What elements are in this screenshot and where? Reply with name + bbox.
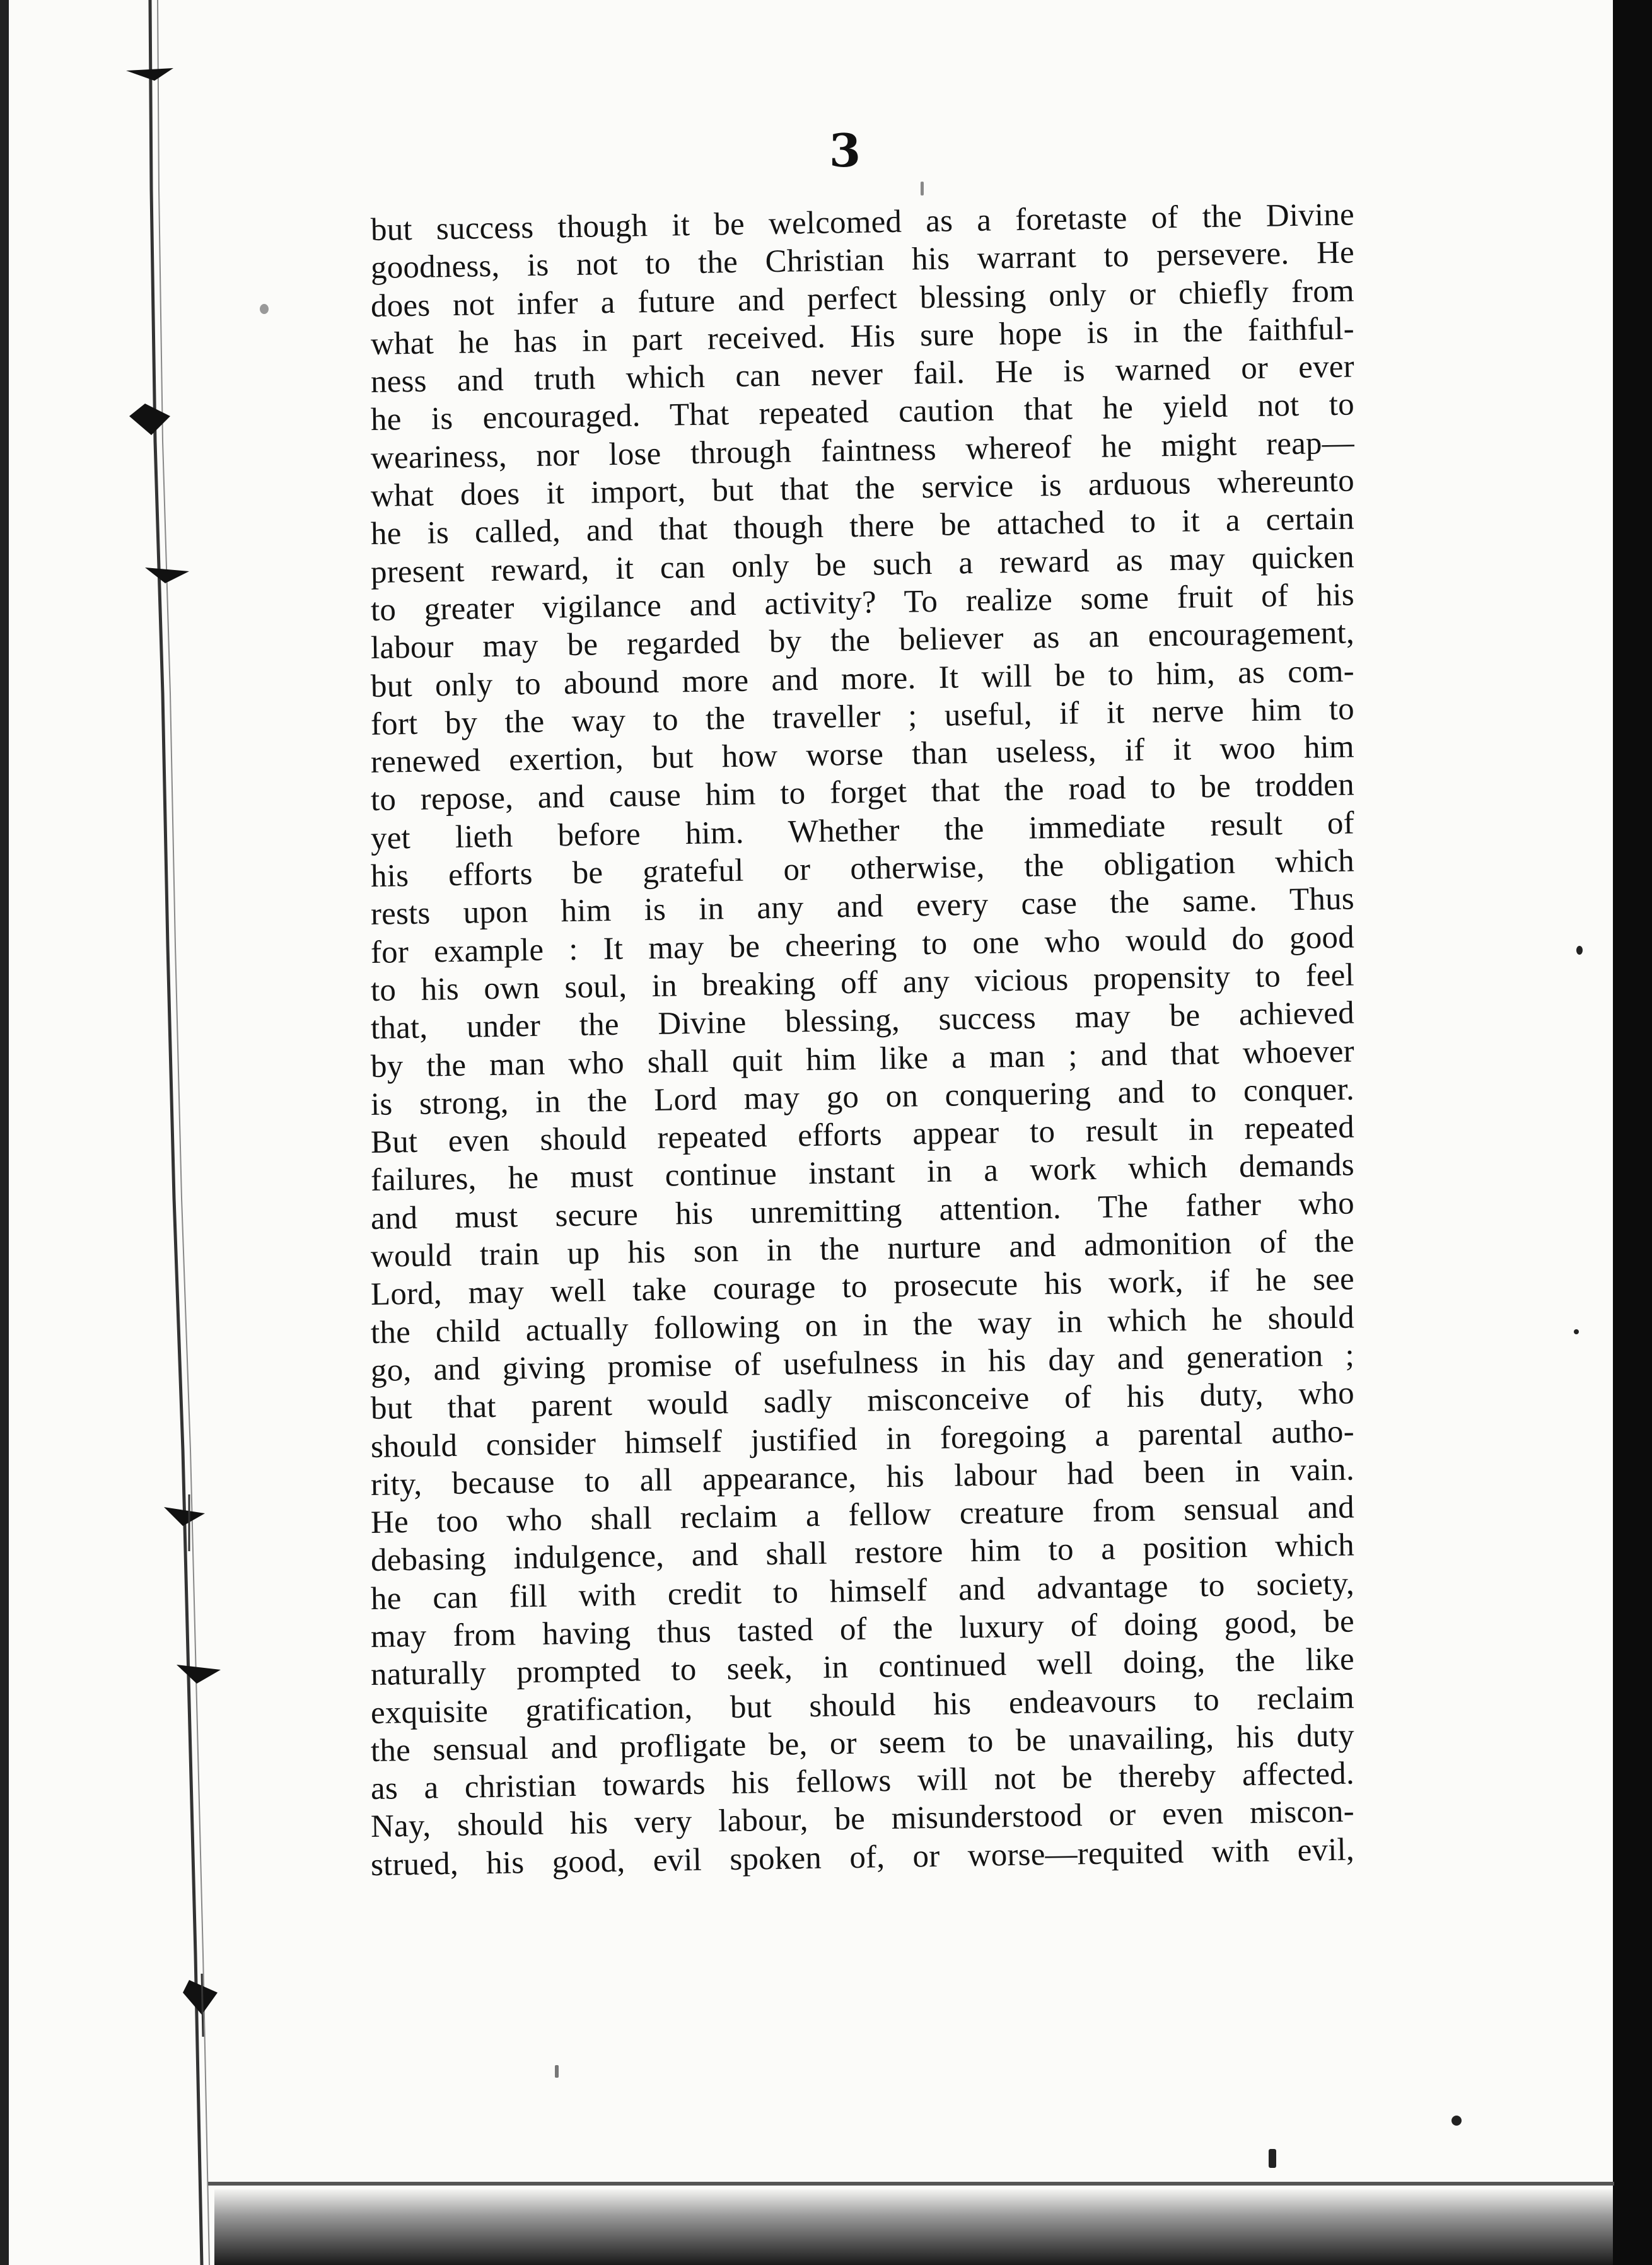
text-line: does not infer a future and perfect blessing only or chiefly from [370, 273, 1355, 324]
scan-speck [1576, 946, 1583, 955]
binding-margin [0, 0, 240, 2265]
text-line: but only to abound more and more. It will be to him, as com- [370, 653, 1355, 704]
text-line: go, and giving promise of usefulness in his day and generation ; [370, 1337, 1355, 1389]
text-line: for example : It may be cheering to one who would do good [370, 919, 1355, 970]
text-line: Lord, may well take courage to prosecute his work, if he see [370, 1261, 1355, 1313]
text-line: he can fill with credit to himself and advantage to society, [370, 1566, 1355, 1617]
text-line: ness and truth which can never fail. He is warned or ever [370, 349, 1355, 400]
text-line: debasing indulgence, and shall restore him to a position which [370, 1527, 1355, 1579]
text-line: goodness, is not to the Christian his warrant to persevere. He [370, 235, 1355, 286]
text-line: fort by the way to the traveller ; useful, if it nerve him to [370, 691, 1355, 742]
scan-speck [260, 304, 269, 314]
scan-right-edge [1613, 0, 1652, 2265]
binding-thread-decoration [0, 0, 240, 2265]
text-line: he is called, and that though there be attached to it a certain [370, 501, 1355, 552]
text-line: and must secure his unremitting attention. The father who [370, 1185, 1355, 1237]
text-line: weariness, nor lose through faintness whereof he might reap— [370, 425, 1355, 476]
text-line: the child actually following on in the way in which he should [370, 1300, 1355, 1351]
scan-bottom-shadow [214, 2189, 1613, 2265]
text-line: his efforts be grateful or otherwise, the obligation which [370, 843, 1355, 895]
text-line: naturally prompted to seek, in continued well doing, the like [370, 1641, 1355, 1693]
text-line: what he has in part received. His sure hope is in the faithful- [370, 311, 1355, 362]
text-line: failures, he must continue instant in a work which demands [370, 1147, 1355, 1199]
text-line: by the man who shall quit him like a man ; and that whoever [370, 1034, 1355, 1085]
scan-speck [1574, 1329, 1579, 1334]
text-line: But even should repeated efforts appear to result in repeated [370, 1109, 1355, 1161]
text-line: to repose, and cause him to forget that the road to be trodden [370, 767, 1355, 818]
body-text [370, 197, 1355, 1884]
text-line: is strong, in the Lord may go on conquering and to conquer. [370, 1071, 1355, 1122]
text-line: strued, his good, evil spoken of, or worse—requited with evil, [370, 1832, 1355, 1883]
text-line: would train up his son in the nurture and admonition of the [370, 1223, 1355, 1275]
text-line: should consider himself justified in foregoing a parental autho- [370, 1414, 1355, 1465]
text-line: he is encouraged. That repeated caution that he yield not to [370, 387, 1355, 438]
text-line: exquisite gratification, but should his endeavours to reclaim [370, 1680, 1355, 1731]
text-line: but success though it be welcomed as a foretaste of the Divine [370, 197, 1355, 248]
text-line: yet lieth before him. Whether the immediate result of [370, 805, 1355, 856]
scan-speck [555, 2065, 559, 2078]
text-line: present reward, it can only be such a reward as may quicken [370, 539, 1355, 590]
text-line: may from having thus tasted of the luxury of doing good, be [370, 1604, 1355, 1655]
text-line: He too who shall reclaim a fellow creature from sensual and [370, 1489, 1355, 1541]
scan-speck [1451, 2116, 1462, 2126]
page-number: 3 [829, 124, 861, 177]
text-line: to his own soul, in breaking off any vicious propensity to feel [370, 957, 1355, 1008]
text-line: rests upon him is in any and every case the same. Thus [370, 881, 1355, 933]
text-line: what does it import, but that the service is arduous whereunto [370, 463, 1355, 515]
text-line: Nay, should his very labour, be misunderstood or even miscon- [370, 1793, 1355, 1845]
scan-speck [1269, 2149, 1276, 2168]
text-line: labour may be regarded by the believer as an encouragement, [370, 615, 1355, 667]
text-line: rity, because to all appearance, his labour had been in vain. [370, 1452, 1355, 1503]
text-line: to greater vigilance and activity? To realize some fruit of his [370, 577, 1355, 628]
text-line: but that parent would sadly misconceive of his duty, who [370, 1375, 1355, 1427]
page-bottom-edge [208, 2182, 1614, 2186]
text-line: that, under the Divine blessing, success may be achieved [370, 995, 1355, 1047]
text-line: as a christian towards his fellows will not be thereby affected. [370, 1756, 1355, 1807]
scan-speck [921, 182, 924, 195]
text-line: renewed exertion, but how worse than useless, if it woo him [370, 729, 1355, 781]
text-line: the sensual and profligate be, or seem to be unavailing, his duty [370, 1718, 1355, 1769]
